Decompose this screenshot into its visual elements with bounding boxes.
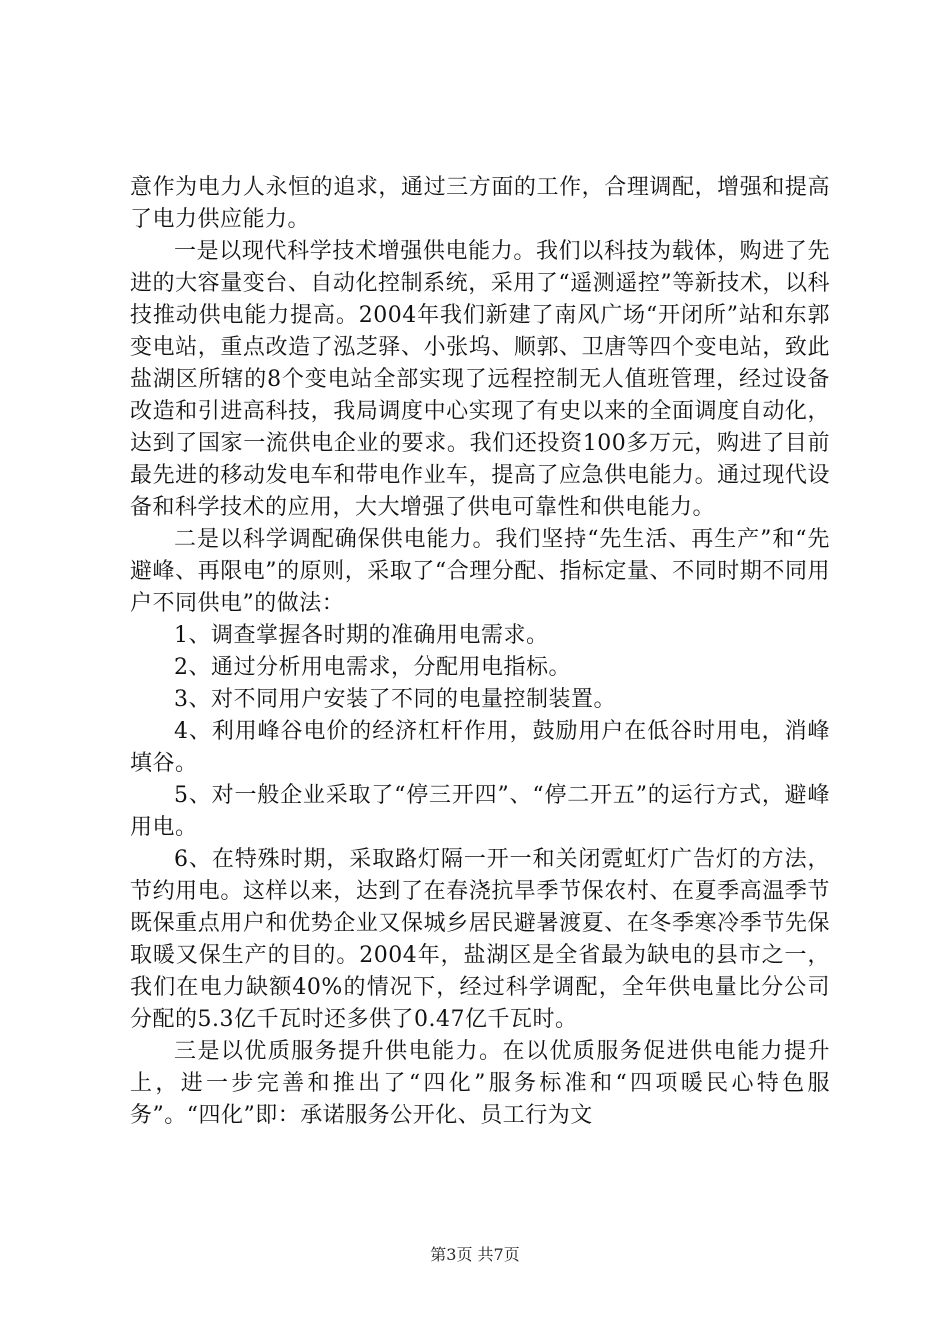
- document-body: [130, 172, 830, 1132]
- list-item-6: 6、在特殊时期，采取路灯隔一开一和关闭霓虹灯广告灯的方法，节约用电。这样以来，达到了在春浇抗旱季节保农村、在夏季高温季节既保重点用户和优势企业又保城乡居民避暑渡夏、在冬季寒冷季节先保取暖又保生产的目的。2004年，盐湖区是全省最为缺电的县市之一，我们在电力缺额40%的情况下，经过科学调配，全年供电量比分公司分配的5.3亿千瓦时还多供了0.47亿千瓦时。: [130, 847, 830, 1032]
- paragraph-continuation: 意作为电力人永恒的追求，通过三方面的工作，合理调配，增强和提高了电力供应能力。: [130, 175, 830, 232]
- list-item-2: 2、通过分析用电需求，分配用电指标。: [174, 655, 571, 680]
- paragraph-service: 三是以优质服务提升供电能力。在以优质服务促进供电能力提升上，进一步完善和推出了“四化”服务标准和“四项暖民心特色服务”。“四化”即：承诺服务公开化、员工行为文: [130, 1039, 830, 1128]
- list-item-3: 3、对不同用户安装了不同的电量控制装置。: [174, 687, 616, 712]
- paragraph-technology: 一是以现代科学技术增强供电能力。我们以科技为载体，购进了先进的大容量变台、自动化控制系统，采用了“遥测遥控”等新技术，以科技推动供电能力提高。2004年我们新建了南风广场“开闭所”站和东郭变电站，重点改造了泓芝驿、小张坞、顺郭、卫唐等四个变电站，致此盐湖区所辖的8个变电站全部实现了远程控制无人值班管理，经过设备改造和引进高科技，我局调度中心实现了有史以来的全面调度自动化，达到了国家一流供电企业的要求。我们还投资100多万元，购进了目前最先进的移动发电车和带电作业车，提高了应急供电能力。通过现代设备和科学技术的应用，大大增强了供电可靠性和供电能力。: [130, 239, 830, 520]
- list-item-5: 5、对一般企业采取了“停三开四”、“停二开五”的运行方式，避峰用电。: [130, 783, 830, 840]
- page-footer: 第3页 共7页: [430, 1245, 520, 1264]
- list-item-4: 4、利用峰谷电价的经济杠杆作用，鼓励用户在低谷时用电，消峰填谷。: [130, 719, 830, 776]
- paragraph-allocation: 二是以科学调配确保供电能力。我们坚持“先生活、再生产”和“先避峰、再限电”的原则，采取了“合理分配、指标定量、不同时期不同用户不同供电”的做法：: [130, 527, 830, 616]
- list-item-1: 1、调查掌握各时期的准确用电需求。: [174, 623, 549, 648]
